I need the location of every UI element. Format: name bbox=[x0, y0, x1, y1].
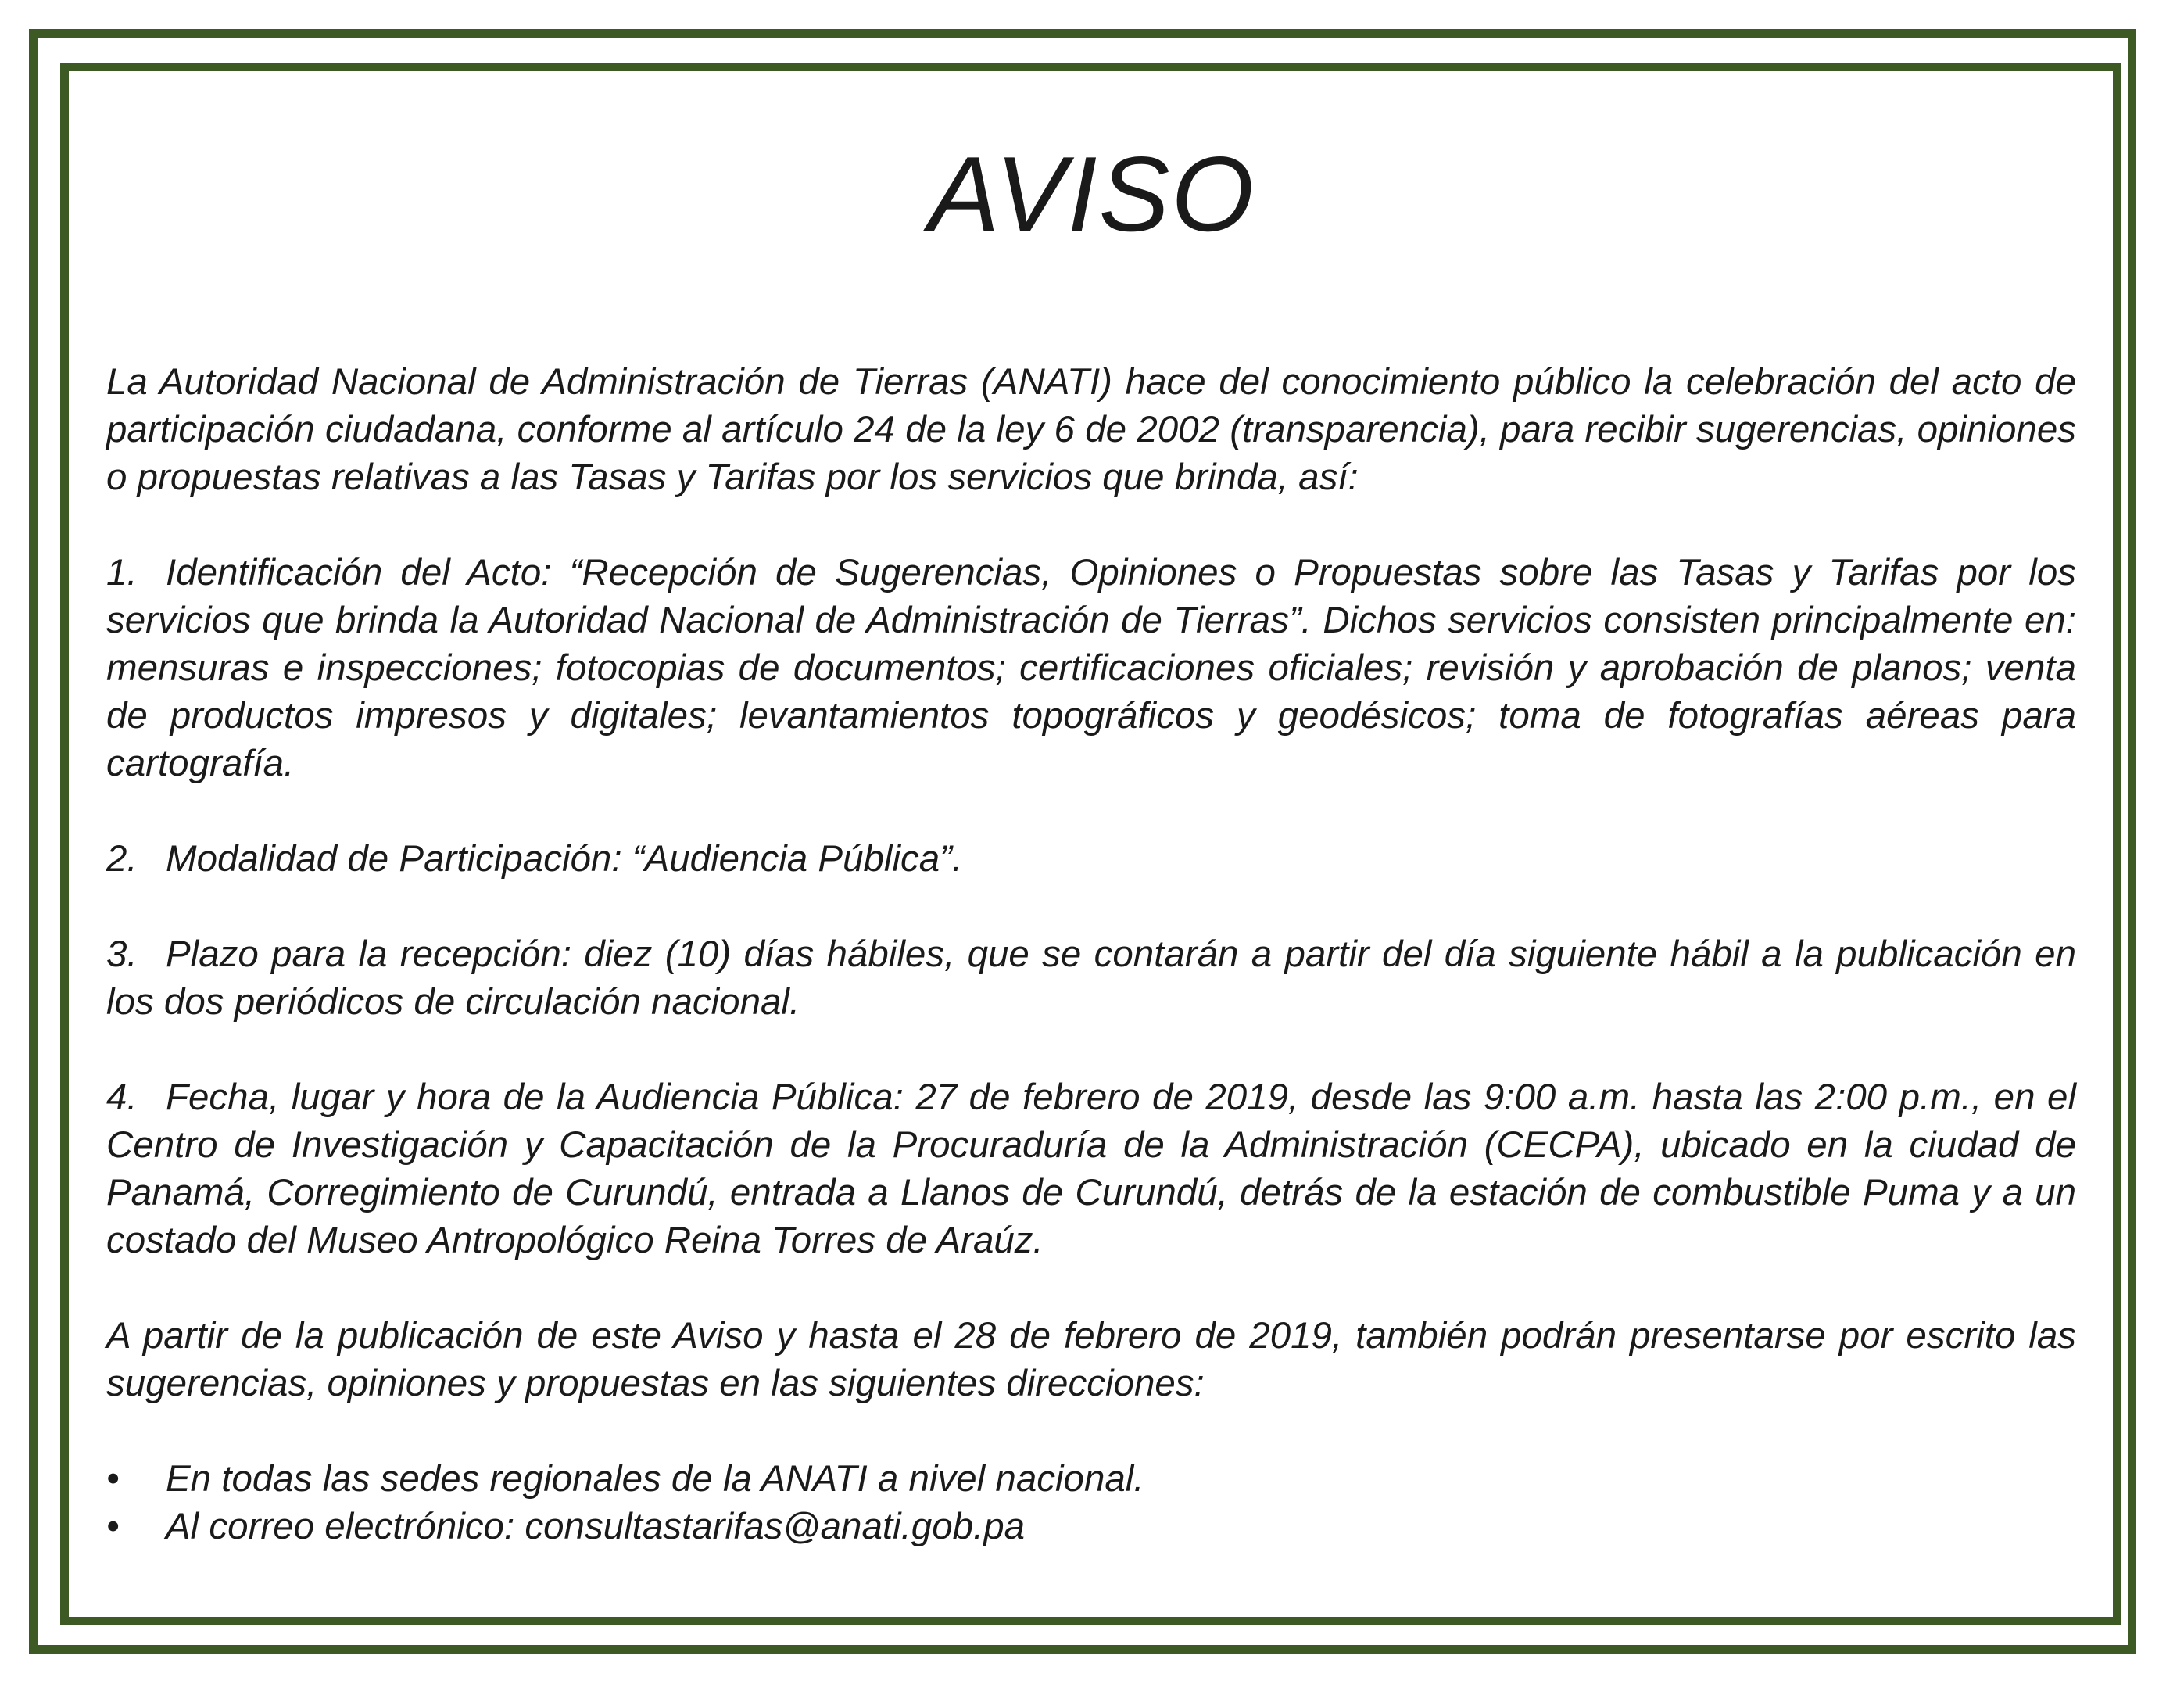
item-number: 4. bbox=[106, 1077, 138, 1118]
closing-paragraph: A partir de la publicación de este Aviso y hasta el 28 de febrero de 2019, también podrán presentarse por escrito las sugerencias, opiniones y propuestas en las siguientes direcciones: bbox=[106, 1315, 2076, 1404]
bullet-icon: • bbox=[106, 1458, 120, 1500]
item-number: 1. bbox=[106, 552, 138, 593]
item-text: Identificación del Acto: “Recepción de Sugerencias, Opiniones o Propuestas sobre las Tasas y Tarifas por los servicios que brinda la Autoridad Nacional de Administración de Tierras”. Dichos servicios consisten principalmente en: mensuras e inspecciones; fotocopias de documentos; certificaciones oficiales; revisión y aprobación de planos; venta de productos impresos y digitales; levantamientos topográficos y geodésicos; toma de fotografías aéreas para cartografía. bbox=[106, 552, 2076, 784]
item-text: Fecha, lugar y hora de la Audiencia Pública: 27 de febrero de 2019, desde las 9:00 a.m. hasta las 2:00 p.m., en el Centro de Investigación y Capacitación de la Procuraduría de la Administración (CECPA), ubicado en la ciudad de Panamá, Corregimiento de Curundú, entrada a Llanos de Curundú, detrás de la estación de combustible Puma y a un costado del Museo Antropológico Reina Torres de Araúz. bbox=[106, 1077, 2076, 1261]
item-number: 3. bbox=[106, 934, 138, 975]
spacer bbox=[106, 1026, 2076, 1073]
address-text: Al correo electrónico: consultastarifas@anati.gob.pa bbox=[166, 1506, 1026, 1547]
notice-body bbox=[106, 358, 2076, 1550]
address-text: En todas las sedes regionales de la ANATI a nivel nacional. bbox=[166, 1458, 1144, 1500]
list-item-1 bbox=[106, 549, 2076, 787]
spacer bbox=[106, 501, 2076, 549]
spacer bbox=[106, 883, 2076, 930]
list-item-4 bbox=[106, 1073, 2076, 1264]
address-item-regional bbox=[106, 1455, 2076, 1503]
item-text: Modalidad de Participación: “Audiencia Pública”. bbox=[166, 838, 963, 880]
bullet-icon: • bbox=[106, 1506, 120, 1547]
intro-paragraph: La Autoridad Nacional de Administración de Tierras (ANATI) hace del conocimiento público la celebración del acto de participación ciudadana, conforme al artículo 24 de la ley 6 de 2002 (transparencia), para recibir sugerencias, opiniones o propuestas relativas a las Tasas y Tarifas por los servicios que brinda, así: bbox=[106, 361, 2076, 498]
item-text: Plazo para la recepción: diez (10) días hábiles, que se contarán a partir del día siguiente hábil a la publicación en los dos periódicos de circulación nacional. bbox=[106, 934, 2076, 1023]
spacer bbox=[106, 787, 2076, 835]
list-item-2 bbox=[106, 835, 2076, 883]
notice-title: AVISO bbox=[928, 134, 1256, 253]
spacer bbox=[106, 1407, 2076, 1455]
item-number: 2. bbox=[106, 838, 138, 880]
spacer bbox=[106, 1264, 2076, 1312]
address-item-email bbox=[106, 1503, 2076, 1550]
address-list bbox=[106, 1455, 2076, 1550]
list-item-3 bbox=[106, 930, 2076, 1026]
